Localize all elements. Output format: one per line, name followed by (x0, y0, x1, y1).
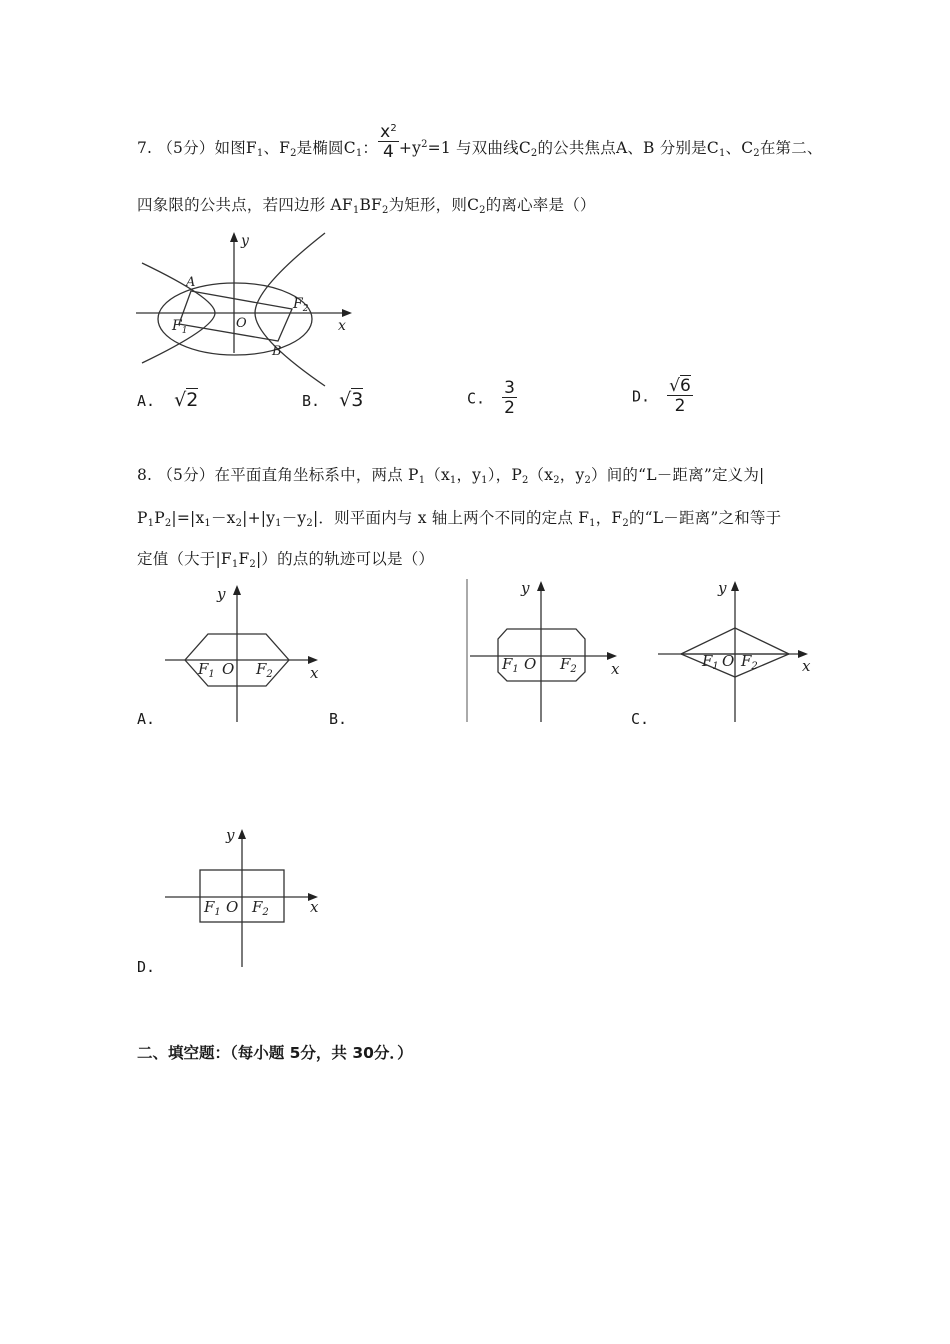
q7-frac-den: 4 (382, 141, 395, 162)
q7-sub1: 1 (256, 148, 264, 159)
q8-line1 (137, 463, 764, 485)
q8a-label-f1: $F_1$ (198, 660, 215, 680)
q8-line3-sub2: 2 (249, 559, 256, 570)
q8c-label-f2: $F_2$ (741, 652, 758, 672)
q8-line1-c: ，y (456, 466, 482, 484)
q8-option-d-label[interactable]: D. (137, 958, 156, 976)
q8-line1-sub1: 1 (418, 475, 426, 486)
q8-line2-sub1: 1 (147, 518, 155, 529)
q8-line1-sub3: 1 (481, 475, 488, 486)
q7-option-c-fraction (502, 380, 517, 417)
q7-text-b: 、F (263, 139, 291, 157)
q8d-label-x: x (310, 898, 319, 916)
q7-sub5: 1 (718, 148, 726, 159)
q8-points: （5分） (157, 466, 215, 484)
q7-hyperbola-right-branch (255, 233, 325, 386)
q7-option-c-den: 2 (504, 398, 515, 418)
q8-line1-d: ），P (487, 466, 522, 484)
q8-option-b-label[interactable]: B. (329, 710, 348, 728)
q8-figure-c (655, 576, 825, 726)
q7-number: 7. (137, 139, 153, 157)
q8-line3 (137, 547, 434, 569)
q8b-label-y: y (521, 579, 530, 597)
q8-line3-b: F (238, 550, 250, 568)
q8-line3-a: 定值（大于|F (137, 550, 232, 568)
q7-text-g: 的公共焦点A、B 分别是C (537, 139, 719, 157)
q7-option-d-fraction (667, 378, 693, 415)
q7-frac-num-sup: 2 (390, 122, 397, 134)
q7-option-b-label: B. (302, 392, 321, 410)
q7-text-f: =1 与双曲线C (427, 139, 531, 157)
q7-ellipse-fraction (378, 121, 399, 162)
q8-line1-a: 在平面直角坐标系中，两点 P (214, 466, 419, 484)
q8-figure-b (462, 576, 632, 726)
q7-option-c[interactable] (467, 380, 517, 417)
q7-option-c-num: 3 (504, 378, 515, 398)
q7-text-i: 在第二、 (759, 139, 823, 157)
q8c-label-x: x (802, 657, 811, 675)
q7-option-a-radicand: 2 (186, 389, 199, 411)
q8-line2-f: －y (281, 509, 307, 527)
q8a-label-o: O (222, 660, 235, 678)
q8a-label-f2: $F_2$ (256, 660, 273, 680)
q8a-label-x: x (310, 664, 319, 682)
q8-line1-sub4: 2 (521, 475, 529, 486)
q8d-label-f1: $F_1$ (204, 898, 221, 918)
q7-option-a[interactable] (137, 389, 198, 411)
q7-text-a: 如图F (214, 139, 257, 157)
q8-number: 8. (137, 466, 153, 484)
q7-line2-c: 为矩形，则C (388, 196, 480, 214)
q7-option-a-value: √2 (174, 389, 199, 411)
q8-line1-sub2: 1 (449, 475, 457, 486)
q7-points: （5分） (157, 139, 215, 157)
q7-frac-num: x (380, 121, 391, 142)
q7-sub2: 2 (290, 148, 297, 159)
q8c-label-f1: $F_1$ (702, 652, 719, 672)
q8c-label-o: O (722, 652, 735, 670)
section2-title: 二、填空题：（每小题 5分，共 30分．） (137, 1044, 413, 1062)
q8-line2-sub6: 2 (306, 518, 313, 529)
q8-line2-sub3: 1 (204, 518, 211, 529)
q7-text-h: 、C (725, 139, 754, 157)
q7-label-x: x (338, 318, 346, 334)
q8-line1-e: （x (528, 466, 554, 484)
q8-line2-sub7: 1 (589, 518, 596, 529)
q8-line1-sub5: 2 (553, 475, 560, 486)
q8-line1-g: ）间的“L－距离”定义为| (591, 466, 765, 484)
q7-option-d-label: D. (632, 387, 651, 406)
q8d-y-arrow (238, 829, 246, 839)
q7-label-y: y (241, 233, 249, 249)
q7-line2-a: 四象限的公共点，若四边形 AF (137, 196, 353, 214)
q8-line2-sub8: 2 (622, 518, 629, 529)
q8d-label-f2: $F_2$ (252, 898, 269, 918)
q8b-label-f2: $F_2$ (560, 655, 577, 675)
q8-line1-b: （x (425, 466, 450, 484)
q8-option-c-label[interactable]: C. (631, 710, 650, 728)
q7-option-d[interactable] (632, 378, 693, 415)
q7-line2-sub1: 1 (352, 205, 360, 216)
q7-option-d-den: 2 (674, 396, 686, 416)
q7-line1 (137, 121, 823, 162)
q7-y-arrow (230, 232, 238, 242)
q8-line2-sub4: 2 (235, 518, 243, 529)
q7-label-F2: $F_2$ (293, 296, 309, 314)
q8-figure-a (160, 582, 330, 727)
q7-line2-sub3: 2 (479, 205, 486, 216)
q8-figure-d (160, 824, 335, 969)
q7-label-B: B (272, 344, 282, 359)
q7-line2 (137, 193, 596, 215)
q7-option-b-radicand: 3 (351, 389, 364, 411)
q8-line3-sub1: 1 (231, 559, 239, 570)
q8b-y-arrow (537, 581, 545, 591)
q8d-label-o: O (226, 898, 239, 916)
q7-option-c-label: C. (467, 389, 486, 408)
q8c-y-arrow (731, 581, 739, 591)
q7-text-d: ： (362, 139, 379, 157)
q8-line2-e: |+|y (242, 509, 276, 527)
q8c-label-y: y (718, 579, 727, 597)
q7-sup-y: 2 (421, 139, 428, 150)
q8-line1-f: ，y (559, 466, 585, 484)
q7-text-c: 是椭圆C (296, 139, 356, 157)
q7-line2-d: 的离心率是（） (485, 196, 596, 214)
q8-line3-c: |）的点的轨迹可以是（） (255, 550, 435, 568)
q7-text-e: +y (398, 139, 422, 157)
q8b-label-f1: $F_1$ (502, 655, 519, 675)
q7-option-b[interactable] (302, 389, 363, 411)
q8-line2-d: －x (210, 509, 236, 527)
q7-line2-sub2: 2 (382, 205, 389, 216)
q8a-label-y: y (217, 585, 226, 603)
q7-sub6: 2 (753, 148, 760, 159)
q8-line2-a: P (137, 509, 148, 527)
q7-option-b-value: √3 (339, 389, 364, 411)
q7-label-A: A (186, 275, 196, 290)
q7-label-F1: $F_1$ (172, 318, 188, 336)
q8-option-a-label[interactable]: A. (137, 710, 156, 728)
q7-sub3: 1 (355, 148, 363, 159)
q7-option-d-num: √6 (669, 376, 691, 396)
q8-line2 (137, 506, 781, 528)
q8-line2-h: ，F (595, 509, 623, 527)
q8d-label-y: y (226, 826, 235, 844)
q8-line2-g: |．则平面内与 x 轴上两个不同的定点 F (312, 509, 590, 527)
q8b-label-o: O (524, 655, 537, 673)
q7-option-d-radicand: 6 (680, 376, 691, 396)
q8b-label-x: x (611, 660, 620, 678)
q7-figure (130, 228, 370, 388)
q7-line2-b: BF (359, 196, 382, 214)
q8-line2-c: |=|x (171, 509, 205, 527)
q7-sub4: 2 (530, 148, 538, 159)
q7-label-O: O (236, 316, 247, 331)
q8-line1-sub6: 2 (584, 475, 591, 486)
q7-x-arrow (342, 309, 352, 317)
q8-line2-b: P (154, 509, 165, 527)
q8a-x-arrow (308, 656, 318, 664)
q8a-y-arrow (233, 585, 241, 595)
q8-line2-i: 的“L－距离”之和等于 (628, 509, 782, 527)
q7-option-a-label: A. (137, 392, 156, 410)
q8b-x-arrow (607, 652, 617, 660)
q8-line2-sub2: 2 (164, 518, 172, 529)
q8-line2-sub5: 1 (275, 518, 282, 529)
